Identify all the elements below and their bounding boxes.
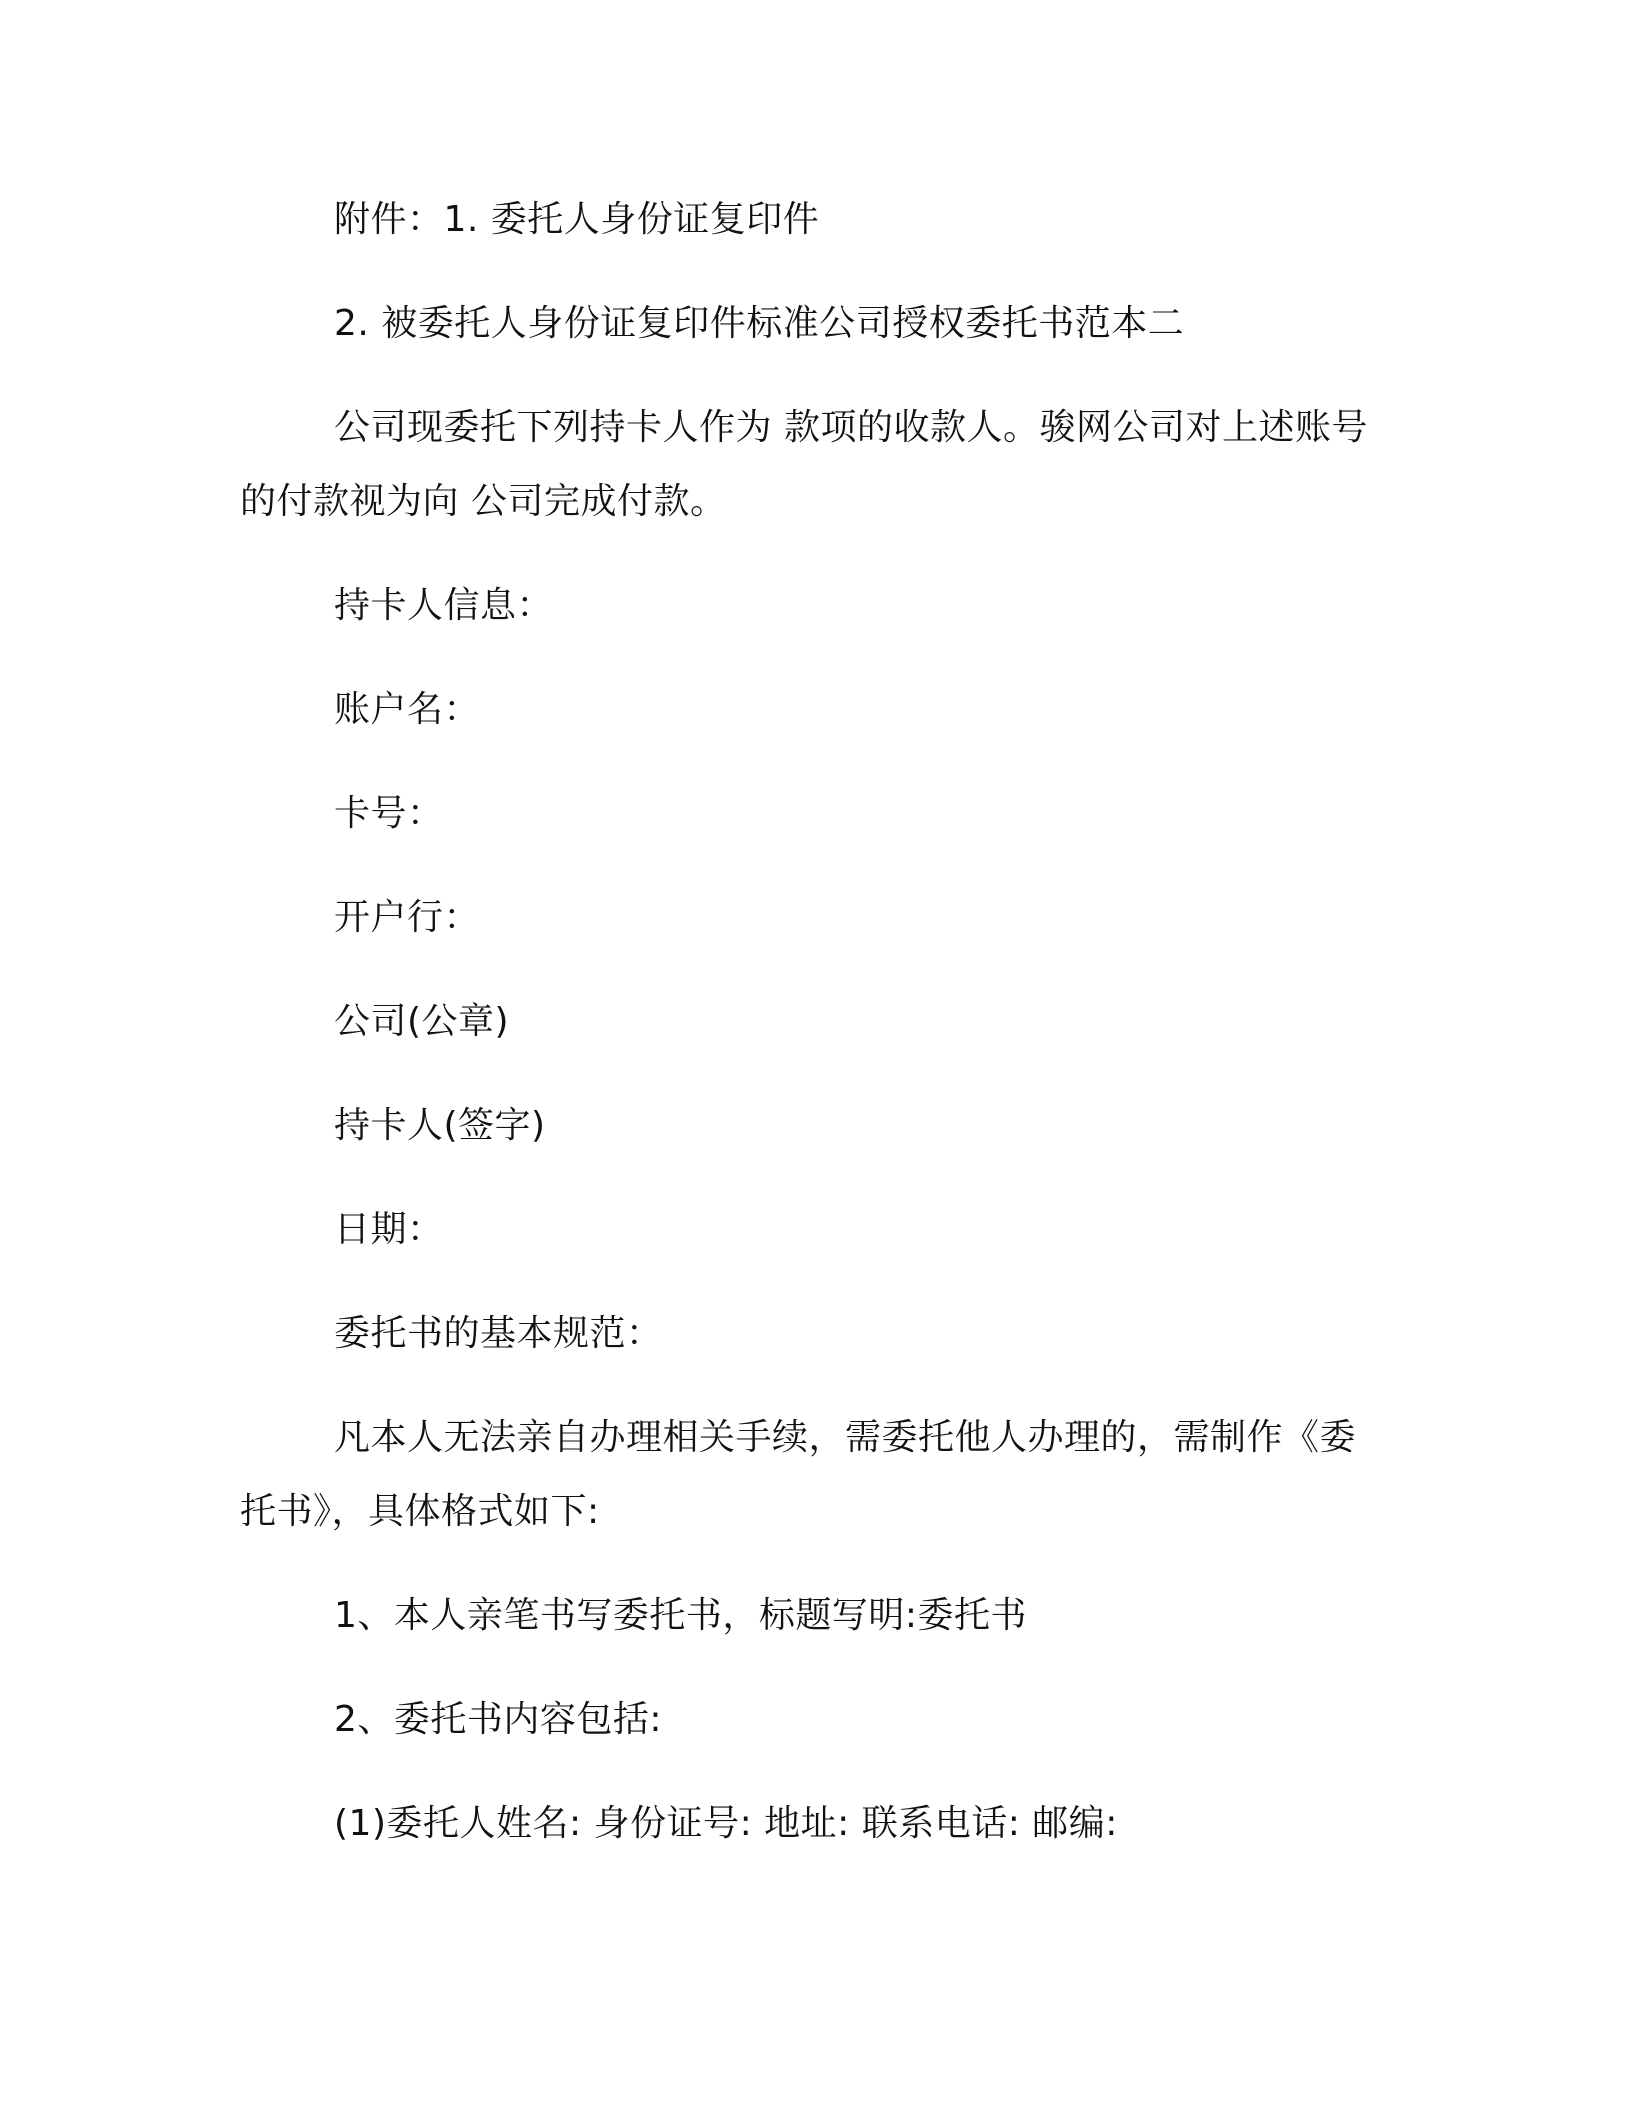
attachment-line-1: 附件：1. 委托人身份证复印件 bbox=[334, 199, 820, 240]
list-item-1: 1、本人亲笔书写委托书，标题写明:委托书 bbox=[334, 1595, 1028, 1636]
company-seal-field: 公司(公章) bbox=[334, 1001, 510, 1042]
list-subitem-1: (1)委托人姓名: 身份证号: 地址: 联系电话: 邮编: bbox=[334, 1803, 1118, 1844]
cardholder-info-heading: 持卡人信息： bbox=[334, 585, 554, 626]
paragraph-delegation-line-1: 公司现委托下列持卡人作为 款项的收款人。骏网公司对上述账号 bbox=[334, 407, 1368, 448]
date-field: 日期： bbox=[334, 1209, 444, 1250]
attachment-line-2: 2. 被委托人身份证复印件标准公司授权委托书范本二 bbox=[334, 303, 1185, 344]
paragraph-format-line-2: 托书》，具体格式如下: bbox=[240, 1491, 600, 1532]
list-item-2: 2、委托书内容包括: bbox=[334, 1699, 663, 1740]
paragraph-delegation-line-2: 的付款视为向 公司完成付款。 bbox=[240, 481, 727, 522]
paragraph-format-line-1: 凡本人无法亲自办理相关手续，需委托他人办理的，需制作《委 bbox=[334, 1417, 1357, 1458]
cardholder-signature-field: 持卡人(签字) bbox=[334, 1105, 546, 1146]
section-heading-basic-norms: 委托书的基本规范： bbox=[334, 1313, 663, 1354]
bank-field: 开户行： bbox=[334, 897, 481, 938]
card-number-field: 卡号： bbox=[334, 793, 444, 834]
account-name-field: 账户名： bbox=[334, 689, 481, 730]
